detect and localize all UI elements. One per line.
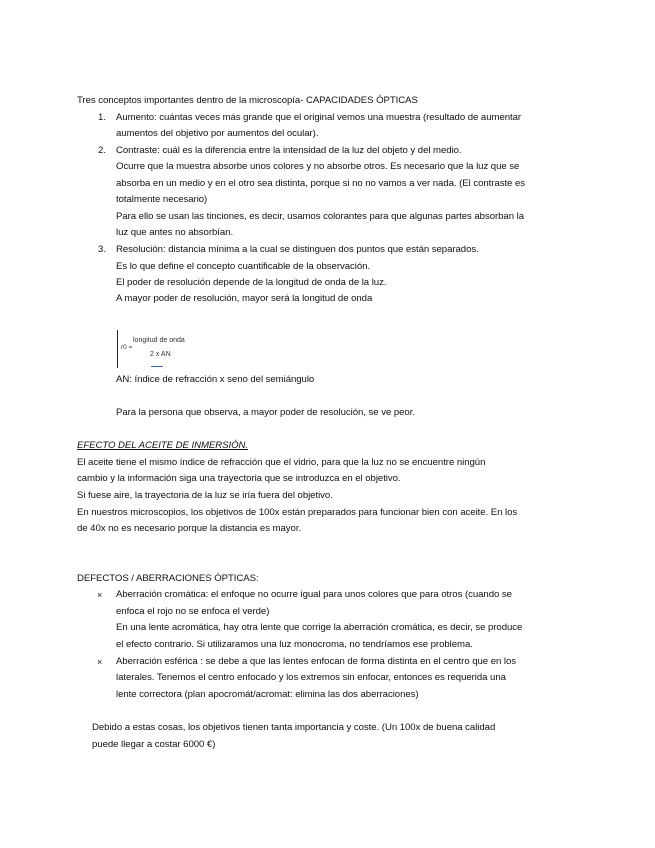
list-number: 3.: [98, 244, 107, 255]
list-item-line: luz que antes no absorbían.: [116, 227, 234, 238]
list-item-line: El poder de resolución depende de la longitud de onda de la luz.: [116, 277, 387, 288]
bullet-line: Aberración esférica : se debe a que las lentes enfocan de forma distinta en el centro que en los: [116, 656, 516, 667]
bullet-line: laterales. Tenemos el centro enfocado y los extremos sin enfocar, entonces es requerida una: [116, 672, 506, 683]
immersion-title: EFECTO DEL ACEITE DE INMERSIÓN.: [77, 440, 248, 451]
closing-line: Debido a estas cosas, los objetivos tienen tanta importancia y coste. (Un 100x de buena calidad: [92, 722, 496, 733]
defects-title: DEFECTOS / ABERRACIONES ÓPTICAS:: [77, 573, 259, 584]
list-item-line: Contraste: cuál es la diferencia entre la intensidad de la luz del objeto y del medio.: [116, 145, 462, 156]
list-number: 2.: [98, 145, 107, 156]
list-item-line: Resolución: distancia mínima a la cual se distinguen dos puntos que están separados.: [116, 244, 479, 255]
bullet-line: En una lente acromática, hay otra lente que corrige la aberración cromática, es decir, se produce: [116, 622, 523, 633]
observer-note: Para la persona que observa, a mayor poder de resolución, se ve peor.: [116, 407, 415, 418]
formula-underline: [151, 366, 163, 367]
list-item-line: Ocurre que la muestra absorbe unos colores y no absorbe otros. Es necesario que la luz que se: [116, 161, 520, 172]
list-item-line: aumentos del objetivo por aumentos del ocular).: [116, 128, 319, 139]
paragraph-line: cambio y la información siga una trayectoria que se introduzca en el objetivo.: [77, 473, 401, 484]
formula-lhs: r0 =: [121, 344, 133, 351]
paragraph-line: En nuestros microscopios, los objetivos de 100x están preparados para funcionar bien con aceite. En los: [77, 507, 518, 518]
an-definition: AN: índice de refracción x seno del semiángulo: [116, 374, 315, 385]
bullet-line: lente correctora (plan apocromát/acromat: elimina las dos aberraciones): [116, 689, 419, 700]
closing-line: puede llegar a costar 6000 €): [92, 739, 216, 750]
x-bullet-icon: ×: [97, 590, 103, 600]
formula-numerator: longitud de onda: [133, 337, 185, 344]
list-item-line: Para ello se usan las tinciones, es decir, usamos colorantes para que algunas partes absorban la: [116, 211, 524, 222]
list-number: 1.: [98, 112, 107, 123]
bullet-line: el efecto contrario. Si utilizaramos una luz monocroma, no tendríamos ese problema.: [116, 639, 473, 650]
resolution-formula: [117, 326, 207, 376]
list-item-line: absorba en un medio y en el otro sea distinta, porque si no no vamos a ver nada. (El contraste es: [116, 178, 525, 189]
paragraph-line: de 40x no es necesario porque la distancia es mayor.: [77, 523, 302, 534]
bullet-line: Aberración cromática: el enfoque no ocurre igual para unos colores que para otros (cuando se: [116, 589, 512, 600]
list-item-line: Aumento: cuántas veces más grande que el original vemos una muestra (resultado de aumentar: [116, 112, 522, 123]
list-item-line: Es lo que define el concepto cuantificable de la observación.: [116, 261, 371, 272]
formula-denominator: 2 x AN: [150, 351, 171, 358]
paragraph-line: El aceite tiene el mismo índice de refracción que el vidrio, para que la luz no se encuentre ningún: [77, 457, 486, 468]
list-item-line: totalmente necesario): [116, 194, 208, 205]
bullet-line: enfoca el rojo no se enfoca el verde): [116, 606, 270, 617]
section-heading: Tres conceptos importantes dentro de la microscopía- CAPACIDADES ÓPTICAS: [77, 95, 418, 106]
formula-left-border: [117, 330, 118, 368]
x-bullet-icon: ×: [97, 657, 103, 667]
list-item-line: A mayor poder de resolución, mayor será la longitud de onda: [116, 293, 373, 304]
paragraph-line: Si fuese aire, la trayectoria de la luz se iría fuera del objetivo.: [77, 490, 333, 501]
